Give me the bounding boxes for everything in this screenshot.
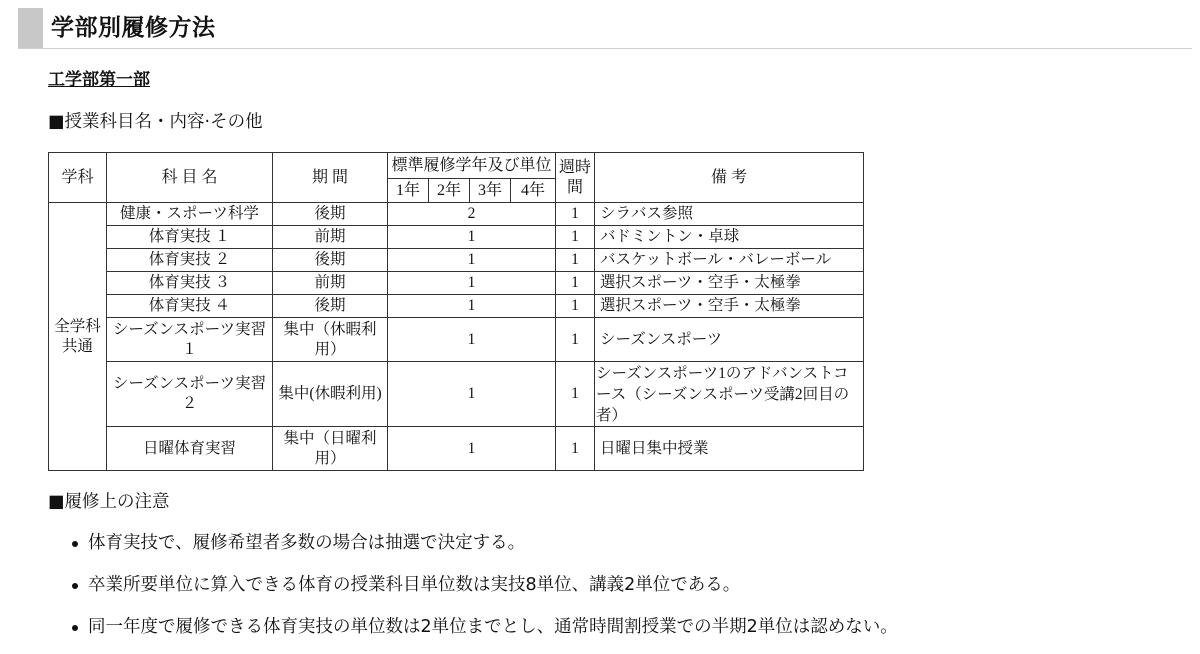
header-standard-year-units: 標準履修学年及び単位 xyxy=(388,153,556,179)
course-name-cell: 体育実技 ２ xyxy=(107,249,273,272)
department-heading: 工学部第一部 xyxy=(48,70,150,90)
list-item: 同一年度で履修できる体育実技の単位数は2単位までとし、通常時間割授業での半期2単位は認めない。 xyxy=(48,612,898,654)
period-cell: 後期 xyxy=(273,295,388,318)
period-cell: 後期 xyxy=(273,249,388,272)
course-name-cell: 体育実技 ３ xyxy=(107,272,273,295)
units-cell: 1 xyxy=(388,318,556,362)
remarks-cell: バスケットボール・バレーボール xyxy=(595,249,864,272)
course-name-cell: 日曜体育実習 xyxy=(107,427,273,471)
weekly-hours-cell: 1 xyxy=(556,226,595,249)
period-cell: 後期 xyxy=(273,203,388,226)
weekly-hours-cell: 1 xyxy=(556,249,595,272)
period-cell: 集中（休暇利用） xyxy=(273,318,388,362)
weekly-hours-cell: 1 xyxy=(556,427,595,471)
header-dept: 学科 xyxy=(49,153,107,203)
header-year-2: 2年 xyxy=(429,179,470,203)
remarks-cell: 選択スポーツ・空手・太極拳 xyxy=(595,272,864,295)
remarks-cell: シーズンスポーツ xyxy=(595,318,864,362)
course-name-cell: シーズンスポーツ実習２ xyxy=(107,362,273,427)
weekly-hours-cell: 1 xyxy=(556,272,595,295)
notes-section-heading: ■履修上の注意 xyxy=(48,492,170,512)
period-cell: 前期 xyxy=(273,272,388,295)
header-remarks: 備 考 xyxy=(595,153,864,203)
remarks-cell: シーズンスポーツ1のアドバンストコース（シーズンスポーツ受講2回目の者） xyxy=(595,362,864,427)
header-year-4: 4年 xyxy=(511,179,556,203)
notes-list xyxy=(48,528,898,654)
table-row xyxy=(49,272,864,295)
remarks-cell: シラバス参照 xyxy=(595,203,864,226)
course-name-cell: 体育実技 １ xyxy=(107,226,273,249)
units-cell: 2 xyxy=(388,203,556,226)
header-year-3: 3年 xyxy=(470,179,511,203)
list-item: 卒業所要単位に算入できる体育の授業科目単位数は実技8単位、講義2単位である。 xyxy=(48,570,898,612)
period-cell: 前期 xyxy=(273,226,388,249)
remarks-cell: 選択スポーツ・空手・太極拳 xyxy=(595,295,864,318)
header-period: 期 間 xyxy=(273,153,388,203)
weekly-hours-cell: 1 xyxy=(556,362,595,427)
table-row xyxy=(49,226,864,249)
course-table xyxy=(48,152,864,471)
page-title: 学部別履修方法 xyxy=(51,15,216,41)
remarks-cell: 日曜日集中授業 xyxy=(595,427,864,471)
courses-section-heading: ■授業科目名・内容·その他 xyxy=(48,112,263,132)
weekly-hours-cell: 1 xyxy=(556,203,595,226)
table-row xyxy=(49,295,864,318)
period-cell: 集中（日曜利用） xyxy=(273,427,388,471)
table-row xyxy=(49,427,864,471)
remarks-cell: バドミントン・卓球 xyxy=(595,226,864,249)
units-cell: 1 xyxy=(388,272,556,295)
table-row xyxy=(49,203,864,226)
header-course-name: 科 目 名 xyxy=(107,153,273,203)
dept-cell: 全学科共通 xyxy=(49,203,107,471)
page-header xyxy=(18,8,1192,49)
units-cell: 1 xyxy=(388,226,556,249)
header-year-1: 1年 xyxy=(388,179,429,203)
header-accent-bar xyxy=(18,8,43,48)
header-weekly-hours: 週時間 xyxy=(556,153,595,203)
course-name-cell: 体育実技 ４ xyxy=(107,295,273,318)
units-cell: 1 xyxy=(388,295,556,318)
table-row xyxy=(49,362,864,427)
weekly-hours-cell: 1 xyxy=(556,318,595,362)
table-row xyxy=(49,318,864,362)
course-name-cell: 健康・スポーツ科学 xyxy=(107,203,273,226)
period-cell: 集中(休暇利用) xyxy=(273,362,388,427)
list-item: 体育実技で、履修希望者多数の場合は抽選で決定する。 xyxy=(48,528,898,570)
units-cell: 1 xyxy=(388,427,556,471)
course-name-cell: シーズンスポーツ実習１ xyxy=(107,318,273,362)
units-cell: 1 xyxy=(388,362,556,427)
weekly-hours-cell: 1 xyxy=(556,295,595,318)
table-row xyxy=(49,249,864,272)
units-cell: 1 xyxy=(388,249,556,272)
